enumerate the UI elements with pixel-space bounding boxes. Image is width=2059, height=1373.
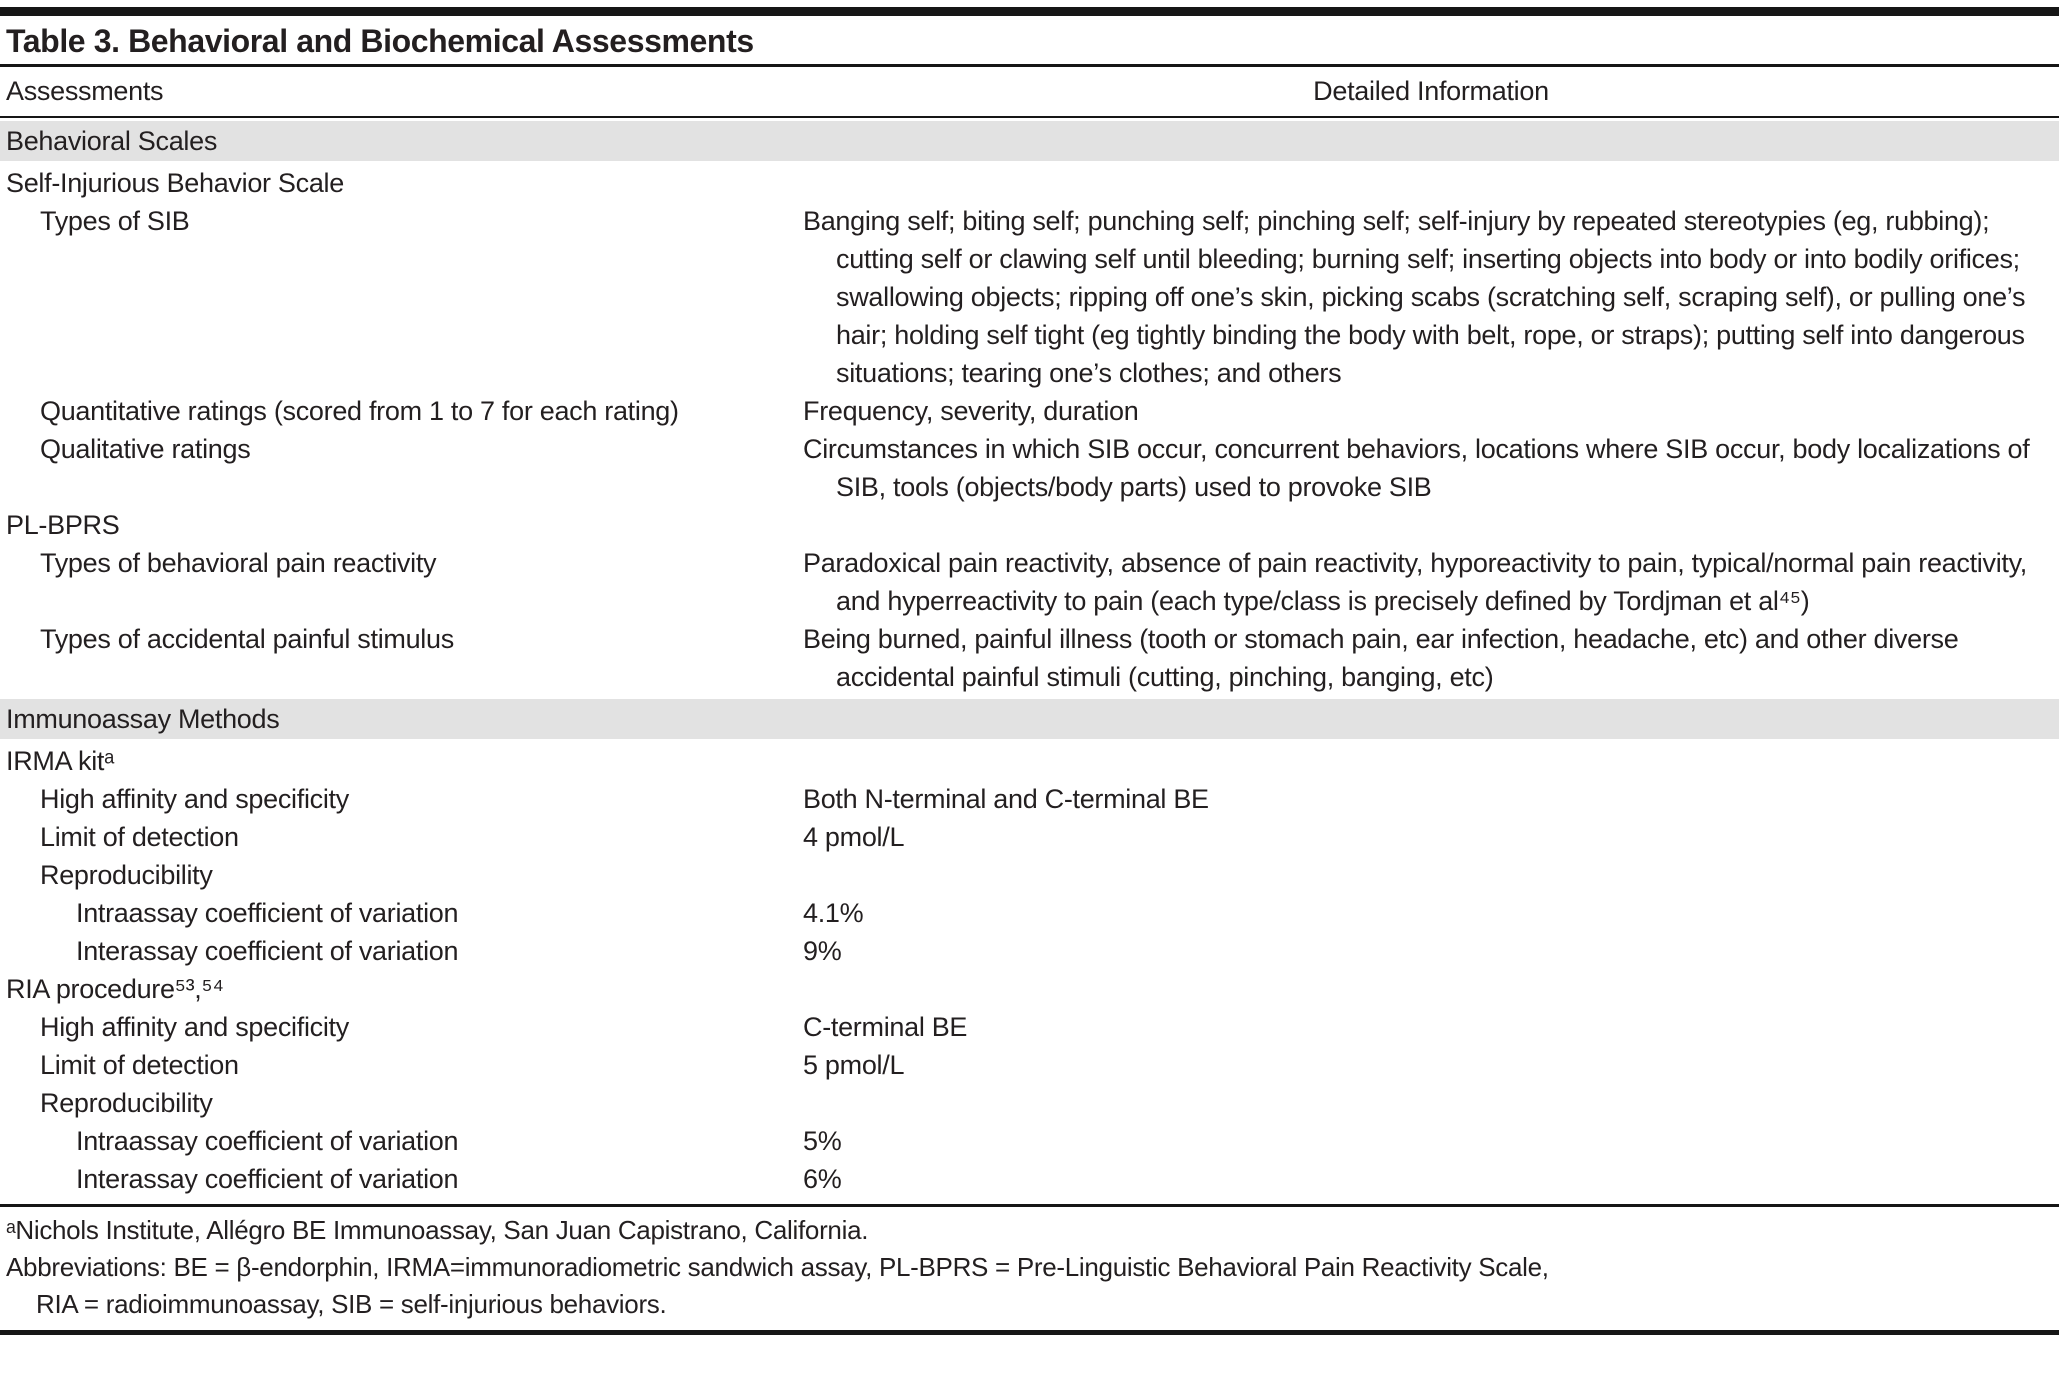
table-row <box>0 1084 2059 1122</box>
assessment-label: Interassay coefficient of variation <box>76 936 459 966</box>
table-footnotes <box>0 1204 2059 1328</box>
table-title: Table 3. Behavioral and Biochemical Assessments <box>0 16 2059 67</box>
detail-text: 4.1% <box>803 898 864 928</box>
table-row <box>0 970 2059 1008</box>
column-header-row <box>0 67 2059 118</box>
detail-text <box>803 506 2059 544</box>
assessment-label: Types of SIB <box>40 206 190 236</box>
table-row <box>0 164 2059 202</box>
assessment-label: Intraassay coefficient of variation <box>76 1126 459 1156</box>
section-band-label: Behavioral Scales <box>6 125 218 156</box>
assessment-label: RIA procedure⁵³,⁵⁴ <box>6 974 224 1004</box>
detail-text: Frequency, severity, duration <box>803 396 1139 426</box>
table-row <box>0 894 2059 932</box>
detail-text: Both N-terminal and C-terminal BE <box>803 784 1209 814</box>
table-row <box>0 780 2059 818</box>
table-bottom-rule <box>0 1330 2059 1335</box>
assessment-label: PL-BPRS <box>6 510 120 540</box>
table-row <box>0 544 2059 620</box>
assessment-label: Quantitative ratings (scored from 1 to 7 for each rating) <box>40 396 679 426</box>
table-row <box>0 1122 2059 1160</box>
table-row <box>0 392 2059 430</box>
column-header-detailed-information: Detailed Information <box>1313 76 1549 106</box>
detail-text <box>803 164 2059 202</box>
detail-text <box>803 856 2059 894</box>
detail-text <box>803 742 2059 780</box>
section-band-behavioral-scales <box>0 121 2059 161</box>
section-band-immunoassay-methods <box>0 699 2059 739</box>
assessment-label: Reproducibility <box>40 860 213 890</box>
detail-text: 5 pmol/L <box>803 1050 905 1080</box>
table-top-rule <box>0 7 2059 16</box>
assessment-label: Self-Injurious Behavior Scale <box>6 168 344 198</box>
detail-text: Paradoxical pain reactivity, absence of pain reactivity, hyporeactivity to pain, typical/normal pain reactivity, and hyperreactivity to pain (each type/class is precisely defined by Tordjman et al⁴⁵) <box>803 548 2027 616</box>
assessment-label: Reproducibility <box>40 1088 213 1118</box>
table-row <box>0 430 2059 506</box>
assessment-label: High affinity and specificity <box>40 1012 349 1042</box>
table-row <box>0 1160 2059 1198</box>
detail-text <box>803 970 2059 1008</box>
table-row <box>0 202 2059 392</box>
table-row <box>0 818 2059 856</box>
table-row <box>0 742 2059 780</box>
table-row <box>0 932 2059 970</box>
detail-text: C-terminal BE <box>803 1012 968 1042</box>
table-row <box>0 1046 2059 1084</box>
assessment-label: Interassay coefficient of variation <box>76 1164 459 1194</box>
detail-text: 4 pmol/L <box>803 822 905 852</box>
detail-text: Banging self; biting self; punching self; pinching self; self-injury by repeated stereotypies (eg, rubbing); cutting self or clawing self until bleeding; burning self; inserting objects into body or into bodily orifices; swallowing objects; ripping off one’s skin, picking scabs (scratching self, scraping self), or pulling one’s hair; holding self tight (eg tightly binding the body with belt, rope, or straps); putting self into dangerous situations; tearing one’s clothes; and others <box>803 206 2026 388</box>
section-band-label: Immunoassay Methods <box>6 703 280 734</box>
table-row <box>0 620 2059 696</box>
assessment-label: Limit of detection <box>40 822 239 852</box>
footnote-abbreviations-line1: Abbreviations: BE = β-endorphin, IRMA=immunoradiometric sandwich assay, PL-BPRS = Pre-Linguistic Behavioral Pain Reactivity Scale, <box>6 1252 1549 1282</box>
column-header-assessments: Assessments <box>6 76 164 106</box>
assessment-label: High affinity and specificity <box>40 784 349 814</box>
detail-text <box>803 1084 2059 1122</box>
detail-text: Circumstances in which SIB occur, concurrent behaviors, locations where SIB occur, body localizations of SIB, tools (objects/body parts) used to provoke SIB <box>803 434 2030 502</box>
footnote-a: ᵃNichols Institute, Allégro BE Immunoassay, San Juan Capistrano, California. <box>6 1215 869 1245</box>
footnote-abbreviations-line2: RIA = radioimmunoassay, SIB = self-injurious behaviors. <box>36 1289 667 1319</box>
detail-text: 5% <box>803 1126 842 1156</box>
detail-text: 6% <box>803 1164 842 1194</box>
assessment-label: IRMA kitᵃ <box>6 746 114 776</box>
detail-text: Being burned, painful illness (tooth or stomach pain, ear infection, headache, etc) and other diverse accidental painful stimuli (cutting, pinching, banging, etc) <box>803 624 1959 692</box>
assessment-label: Limit of detection <box>40 1050 239 1080</box>
table-row <box>0 506 2059 544</box>
assessment-label: Types of behavioral pain reactivity <box>40 548 437 578</box>
table-row <box>0 1008 2059 1046</box>
assessment-label: Types of accidental painful stimulus <box>40 624 454 654</box>
assessment-label: Qualitative ratings <box>40 434 251 464</box>
table-row <box>0 856 2059 894</box>
detail-text: 9% <box>803 936 842 966</box>
assessment-label: Intraassay coefficient of variation <box>76 898 459 928</box>
